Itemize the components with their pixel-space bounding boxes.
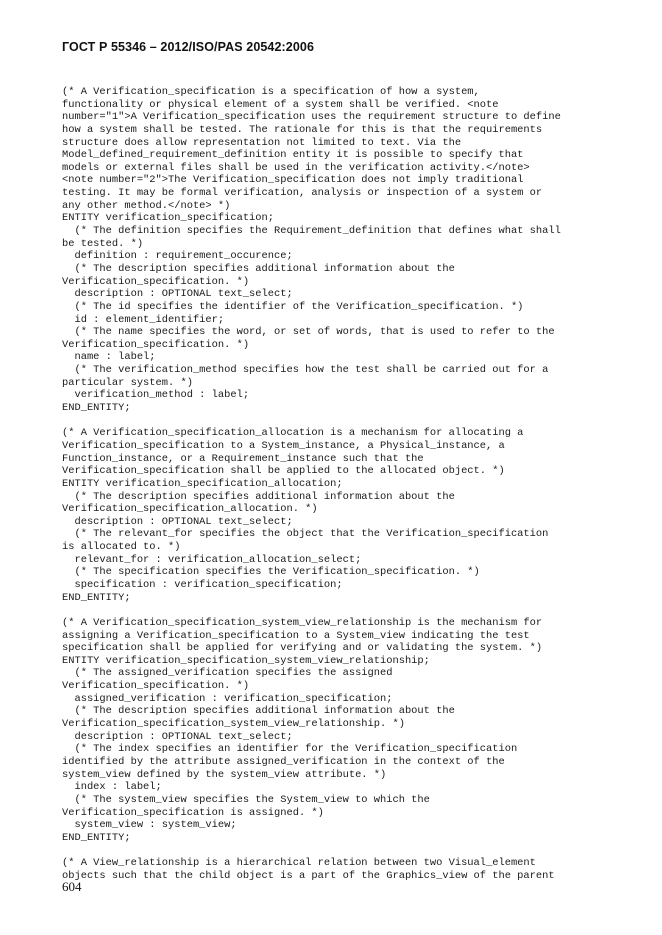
text-line: description : OPTIONAL text_select; xyxy=(62,515,293,528)
express-schema-text xyxy=(62,86,642,882)
text-line: verification_method : label; xyxy=(62,389,250,402)
text-line: structure does allow representation not limited to text. Via the xyxy=(62,136,462,149)
text-line: (* The assigned_verification specifies the assigned xyxy=(62,667,393,680)
text-line: Model_defined_requirement_definition entity it is possible to specify that xyxy=(62,149,524,162)
text-line: definition : requirement_occurence; xyxy=(62,250,293,263)
text-line: index : label; xyxy=(62,781,162,794)
text-line: (* A View_relationship is a hierarchical relation between two Visual_element xyxy=(62,857,536,870)
text-line: any other method.</note> *) xyxy=(62,199,231,212)
page-number: 604 xyxy=(62,879,82,894)
text-line: identified by the attribute assigned_verification in the context of the xyxy=(62,755,505,768)
text-line: functionality or physical element of a system shall be verified. <note xyxy=(62,98,499,111)
text-line: END_ENTITY; xyxy=(62,591,131,604)
text-line: testing. It may be formal verification, analysis or inspection of a system or xyxy=(62,187,543,200)
text-line: description : OPTIONAL text_select; xyxy=(62,288,293,301)
text-line: ENTITY verification_specification; xyxy=(62,212,275,225)
text-line: (* A Verification_specification_allocation is a mechanism for allocating a xyxy=(62,427,524,440)
text-line: id : element_identifier; xyxy=(62,313,225,326)
text-line: description : OPTIONAL text_select; xyxy=(62,730,293,743)
text-line: objects such that the child object is a part of the Graphics_view of the parent xyxy=(62,869,555,882)
text-line: assigned_verification : verification_specification; xyxy=(62,692,393,705)
text-line: Verification_specification is assigned. *) xyxy=(62,806,324,819)
text-line: name : label; xyxy=(62,351,156,364)
text-line: is allocated to. *) xyxy=(62,541,181,554)
text-line: END_ENTITY; xyxy=(62,831,131,844)
blank-line xyxy=(62,415,642,428)
text-line: Function_instance, or a Requirement_instance such that the xyxy=(62,452,424,465)
text-line: Verification_specification to a System_instance, a Physical_instance, a xyxy=(62,439,505,452)
text-line: Verification_specification. *) xyxy=(62,338,250,351)
text-line: (* The relevant_for specifies the object that the Verification_specification xyxy=(62,528,549,541)
text-line: relevant_for : verification_allocation_select; xyxy=(62,553,362,566)
text-line: (* The specification specifies the Verification_specification. *) xyxy=(62,566,480,579)
text-line: (* The index specifies an identifier for the Verification_specification xyxy=(62,743,518,756)
blank-line xyxy=(62,604,642,617)
text-line: (* The verification_method specifies how the test shall be carried out for a xyxy=(62,364,549,377)
text-line: (* The description specifies additional information about the xyxy=(62,705,455,718)
text-line: particular system. *) xyxy=(62,376,193,389)
text-line: Verification_specification. *) xyxy=(62,275,250,288)
text-line: (* The system_view specifies the System_view to which the xyxy=(62,793,430,806)
text-line: Verification_specification_allocation. *) xyxy=(62,503,318,516)
text-line: ENTITY verification_specification_allocation; xyxy=(62,477,343,490)
document-header: ГОСТ Р 55346 – 2012/ISO/PAS 20542:2006 xyxy=(62,40,314,54)
text-line: Verification_specification. *) xyxy=(62,680,250,693)
text-line: (* The name specifies the word, or set of words, that is used to refer to the xyxy=(62,326,555,339)
text-line: system_view : system_view; xyxy=(62,819,237,832)
text-line: system_view defined by the system_view attribute. *) xyxy=(62,768,387,781)
text-line: (* A Verification_specification_system_view_relationship is the mechanism for xyxy=(62,616,543,629)
text-line: (* The description specifies additional information about the xyxy=(62,490,455,503)
text-line: ENTITY verification_specification_system_view_relationship; xyxy=(62,654,430,667)
text-line: how a system shall be tested. The rationale for this is that the requirements xyxy=(62,123,543,136)
text-line: (* The id specifies the identifier of the Verification_specification. *) xyxy=(62,300,524,313)
text-line: (* The definition specifies the Requirement_definition that defines what shall xyxy=(62,225,561,238)
text-line: Verification_specification_system_view_relationship. *) xyxy=(62,718,405,731)
text-line: assigning a Verification_specification to a System_view indicating the test xyxy=(62,629,530,642)
blank-line xyxy=(62,844,642,857)
text-line: (* A Verification_specification is a specification of how a system, xyxy=(62,86,480,98)
text-line: <note number="2">The Verification_specification does not imply traditional xyxy=(62,174,524,187)
text-line: number="1">A Verification_specification uses the requirement structure to define xyxy=(62,111,561,124)
text-line: models or external files shall be used in the verification activity.</note> xyxy=(62,161,530,174)
text-line: specification shall be applied for verifying and or validating the system. *) xyxy=(62,642,543,655)
text-line: (* The description specifies additional information about the xyxy=(62,262,455,275)
text-line: Verification_specification shall be applied to the allocated object. *) xyxy=(62,465,505,478)
text-line: specification : verification_specification; xyxy=(62,578,343,591)
text-line: be tested. *) xyxy=(62,237,144,250)
text-line: END_ENTITY; xyxy=(62,402,131,415)
